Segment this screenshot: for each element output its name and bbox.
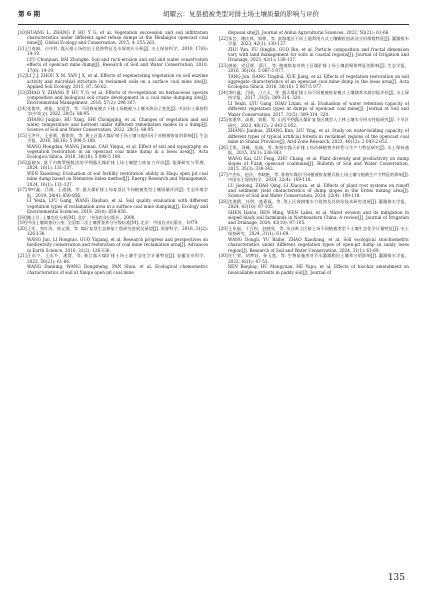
reference-number: [27] <box>219 171 228 177</box>
reference-number: [12] <box>18 73 27 79</box>
reference-text: 王凯，刘峰，张瑞，等. 准格尔露天矿排土场沙棘植物多样性与生产力特征研究[J]. 水土保持通报，2015, 35(3): 338-343. <box>228 144 409 155</box>
right-column <box>219 30 409 570</box>
reference-entry <box>18 46 208 56</box>
page-number: 135 <box>387 573 405 583</box>
reference-text: WANG Dongli, YU Baihe, ZHAO Xiaoliang, et al. Soil ecological stoichiometric characteristics under different vegetation types of open-pit dump in sandy loess region[J]. Research of Soil and Water Conservation, 2024, 31(1): 61-69. <box>228 237 409 253</box>
reference-entry <box>219 30 409 35</box>
running-title: 胡耀云：复垦植被类型对排土场土壤质量的影响与评价 <box>163 10 319 18</box>
reference-entry <box>219 237 409 253</box>
reference-number: [22] <box>219 35 228 41</box>
reference-text: ZHANG Junjiao, HU Yang, SHI Chongqing, et al. Changes of vegetation and soil water, temperature and nutrient under different remediation modes in a dump[J]. Science of Soil and Water Conservation, 2022, 20(5): 88-95. <box>27 116 208 133</box>
reference-entry <box>18 187 208 197</box>
reference-text: ZHANG Jianhua, ZHANG Kun, LIU Ying, et al. Study on water-holding capacity of different types of typical artificial forests in reclaimed regions of the opencast coal mine in Shanxi Province[J]. Arid Zone Research, 2023, 40(12): 2 043-2 052. <box>228 128 409 144</box>
reference-entry <box>219 63 409 73</box>
reference-number: [11] <box>18 46 27 52</box>
reference-number: [24] <box>219 90 228 96</box>
reference-text: LYU Chunjuan, BAI Zhongke. Soil and rock erosion and soil and water conservation effects of opencast mine dump[J]. Research of Soil and Water Conservation, 2010, 17(6): 14-19. <box>27 57 208 73</box>
reference-text: 唐骏，党廷辉，薛江，等. 植被恢复对黄土区煤矿排土场土壤团聚体特征的影响[J]. 生态学报，2016, 36(16): 5 067-5 077. <box>228 63 409 74</box>
reference-text: TANG Jun, DANG Tinghui, XUE Jiang, et al. Effects of vegetation restoration on soil aggregate characteristics of an opencast coal mine dump in the loess area[J]. Acta Ecologica Sinica, 2016, 36(16): 5 067-5 077. <box>228 74 409 90</box>
reference-entry <box>18 226 208 236</box>
reference-entry <box>219 172 409 182</box>
reference-text: 中国土壤调查办公室. 全国第二次土壤普查养分分级标准[M]. 北京：中国农业出版社，1979. <box>27 220 199 226</box>
reference-entry <box>219 90 409 100</box>
reference-entry <box>219 210 409 226</box>
reference-entry <box>18 253 208 263</box>
reference-text: ZHAO Y, ZHANG P, HU Y G, et al. Effects of re-vegetation on herbaceous species composition and biological soil crusts development in a coal mine dumping site[J]. Environmental Management, 2016, 57(2): 298-307. <box>27 89 208 106</box>
reference-text: LI Yexin, LYU Gang, WANG Daohan, et al. Soil quality evaluation with different vegetation types of reclamation area in a surface coal mine dumping[J]. Ecology and Environmental Sciences, 2019, 28(4): 850-856. <box>27 198 208 214</box>
reference-number: [28] <box>219 199 228 205</box>
reference-entry <box>219 199 409 209</box>
reference-text: 汪东宁，王东升，潘慧，等. 新巨露天煤矿排土场土壤生态化学计量特征[J]. 安徽农业科学，2022, 50(21): 61-66. <box>27 253 208 264</box>
reference-text: REN Renjing, HU Mengyuan, HE Yupu, et al. Effects of biochar amendment on bioavailable nutrients in paddy soil[J]. Journal of <box>228 264 409 275</box>
reference-text: disposal site[J]. Journal of Anhui Agricultural Sciences, 2022, 50(21): 61-66. <box>228 30 390 35</box>
reference-text: 李叶鑫，吕刚，刁立天，等. 露天煤矿排土场不同植被恢复模式土壤涵养水源功能评价[J]. 水土保持学报，2017, 31(5): 309-314, 320. <box>228 90 409 101</box>
page-header <box>18 8 409 25</box>
reference-entry <box>18 264 208 274</box>
reference-entry <box>18 160 208 170</box>
reference-text: 鲍士旦. 土壤农化分析[M]. 北京：中国农业出版社，2000. <box>27 214 136 220</box>
left-column <box>18 30 208 570</box>
reference-number: [23] <box>219 63 228 68</box>
reference-text: LI Yexin, LYU Gang, DIAO Litian, et al. Evaluation of water retention capacity of different vegetation types at dumps of opencast coal mine[J]. Journal of Soil and Water Conservation, 2017, 31(5): 309-314, 320. <box>228 101 409 117</box>
reference-entry <box>219 156 409 172</box>
reference-entry <box>18 57 208 73</box>
reference-entry <box>18 106 208 116</box>
reference-entry <box>219 117 409 127</box>
reference-entry <box>18 220 208 225</box>
reference-entry <box>219 36 409 46</box>
reference-number: [30] <box>219 253 228 259</box>
reference-entry <box>18 30 208 46</box>
reference-number: [14] <box>18 105 27 111</box>
reference-text: 任仁荣，胡梦钰，孙玉莲，等. 生物炭施用对节水灌溉稻田土壤养分的影响[J]. 灌溉排水学报，2023, 42(1): 47-53. <box>228 253 409 264</box>
reference-number: [19] <box>18 220 27 226</box>
reference-entry <box>219 47 409 63</box>
reference-number: [26] <box>219 144 228 150</box>
reference-entry <box>18 198 208 214</box>
reference-text: 李叶鑫，吕刚，王道涵，等. 露天煤矿排土场复垦区不同植被类型土壤质量评价[J]. 生态环境学报，2019, 28(4): 850-856. <box>27 187 208 198</box>
reference-number: [18] <box>18 214 27 220</box>
reference-entry <box>18 73 208 89</box>
reference-text: HUANG L, ZHANG P, HU Y G, et al. Vegetation succession and soil infiltration characteristics under different aged refuse dumps at the Heidaigou opencast coal mine[J]. Global Ecology and Conservation, 2015, 4: 255-263. <box>27 30 208 46</box>
issue-label: 第 6 期 <box>18 10 41 18</box>
reference-number: [29] <box>219 226 228 232</box>
reference-text: 温晓东. 基于内梅罗指数法的平朔露天煤矿排土场土壤肥力恢复力评价[J]. 能源研究与管理，2024, 16(1): 131-137. <box>27 160 208 171</box>
reference-number: [10] <box>18 30 27 35</box>
reference-entry <box>219 264 409 274</box>
reference-number: [25] <box>219 117 228 123</box>
reference-entry <box>18 144 208 160</box>
reference-entry <box>18 133 208 143</box>
reference-text: SHEN Haiou, REN Ming, WEN Lailei, et al. Water erosion and its mitigation in sloped black soil farmlands in Northeastern China: A review[J]. Journal of Irrigation and Drainage, 2024, 43(10): 97-105. <box>228 210 409 226</box>
reference-entry <box>18 237 208 253</box>
reference-text: 王军，李红涛，郭义强，等. 煤矿复垦生态修复工程研究进展及展望[J]. 资源科学，2016, 31(2): 126-136. <box>27 226 208 237</box>
reference-text: 张建华，高雅，刘莉，等. 山西平朔露天煤矿复垦区典型人工林土壤水分持水性能研究[J]. 干旱区研究，2023, 40(12): 2 043-2 052. <box>228 117 409 128</box>
reference-text: LI J J, ZHOU X M, YAN J X, et al. Effects of regenerating vegetation on soil enzyme activity and microbial structure in reclaimed soils on a surface coal mine site[J]. Applied Soil Ecology, 2015, 87: 56-62. <box>27 73 208 89</box>
reference-text: WANG Hongdan, WANG Jinman, CAO Yingui, et al. Effect of soil and topography on vegetation restoration in an opencast coal mine dump in a loess area[J]. Acta Ecologica Sinica, 2016, 36(16): 5 098-5 108. <box>27 144 208 160</box>
reference-text: 王洪丹，王金满，曹银贵，等. 黄土区露天煤矿排土场土壤与地形因子对植被恢复的影响[J]. 生态学报，2016, 36(16): 5 098-5 108. <box>27 133 208 144</box>
reference-text: 张俊华，胡振，安爱青，等. 不同修复模式下排土场植被与土壤水热因子变化[J]. 中国水土保持科学(中英文), 2022, 20(5): 88-95. <box>27 105 208 117</box>
reference-number: [13] <box>18 89 27 95</box>
reference-number: [20] <box>18 226 27 232</box>
reference-entry <box>219 253 409 263</box>
reference-text: WANG Danning, WANG Dongsheng, PAN Shun, et al. Ecological chemometric characteristics of soil at Xinqiu open pit coal mine <box>27 264 208 275</box>
reference-text: 沈海鸥，任明，盛嘉磊，等. 黑土区坡耕地水力侵蚀及其防治技术研究进展[J]. 灌溉排水学报，2024, 43(10): 97-105. <box>228 199 409 210</box>
reference-entry <box>18 171 208 187</box>
references-area <box>18 30 409 570</box>
reference-text: LU Jiedong, ZHAO Qing, LI Xiaoyan, et al. Effects of plant root systems on runoff and sediment yield characteristics of dump slopes in the Erdos mining area[J]. Science of Soil and Water Conservation, 2024, 22(4): 109-118. <box>228 182 409 199</box>
reference-entry <box>219 128 409 144</box>
reference-text: ZHU Yun, FU Qinglin, GUO Bin, et al. Particle composition and fractal dimension vary with land management for soils in coastal regions[J]. Journal of Irrigation and Drainage, 2023, 42(1): 130-137. <box>228 46 409 63</box>
reference-text: 朱芸，傅庆林，郭彬，等. 滨海地区不同土地利用方式土壤颗粒组成及分形维数特征[J]. 灌溉排水学报，2023, 42(1): 130-137. <box>228 35 409 46</box>
reference-entry <box>219 145 409 155</box>
reference-number: [15] <box>18 133 27 139</box>
reference-entry <box>18 117 208 133</box>
reference-entry <box>219 74 409 90</box>
reference-entry <box>219 101 409 117</box>
reference-number: [21] <box>18 253 27 259</box>
reference-number: [16] <box>18 160 27 166</box>
reference-text: 吕春娟，白中科. 露天排土场的岩土侵蚀特征及水保效应分析[J]. 水土保持科学，2010, 17(6): 14-19. <box>27 46 208 57</box>
reference-number: [17] <box>18 187 27 193</box>
reference-text: WANG Kai, LIU Feng, ZHU Chang, et al. Plant diversity and productivity on dump slopes of Fuxin opencast coalmines[J]. Bulletin of Soil and Water Conservation, 2015, 35(3): 338-343. <box>228 155 409 172</box>
reference-text: WANG Jun, LI Hongtao, GUO Yiqiang, et al. Research progress and perspectives on biodiversity conservation and restoration of coal mine reclamation area[J]. Advances in Earth Science, 2016, 31(2): 126-136. <box>27 237 208 253</box>
reference-text: 卢杰东，赵庆，李晓艳，等. 准格尔煤田不同植被恢复模式排土场土壤与植被生产力特征的影响[J]. 中国水土保持科学，2024, 22(4): 109-118. <box>228 171 409 183</box>
reference-entry <box>18 90 208 106</box>
reference-entry <box>219 226 409 236</box>
reference-text: 王东丽，于百和，赵晓亮，等. 风沙黄土区排土场不同植被类型下土壤生态化学计量特征[J]. 水土保持研究，2024, 31(1): 61-69. <box>228 226 409 237</box>
reference-entry <box>219 183 409 199</box>
reference-text: WEN Xiaodong. Evaluation of soil fertility restoration ability in Haqu open pit coal mine dump based on Nemerow index method[J]. Energy Research and Management, 2024, 16(1): 131-137. <box>27 171 208 187</box>
